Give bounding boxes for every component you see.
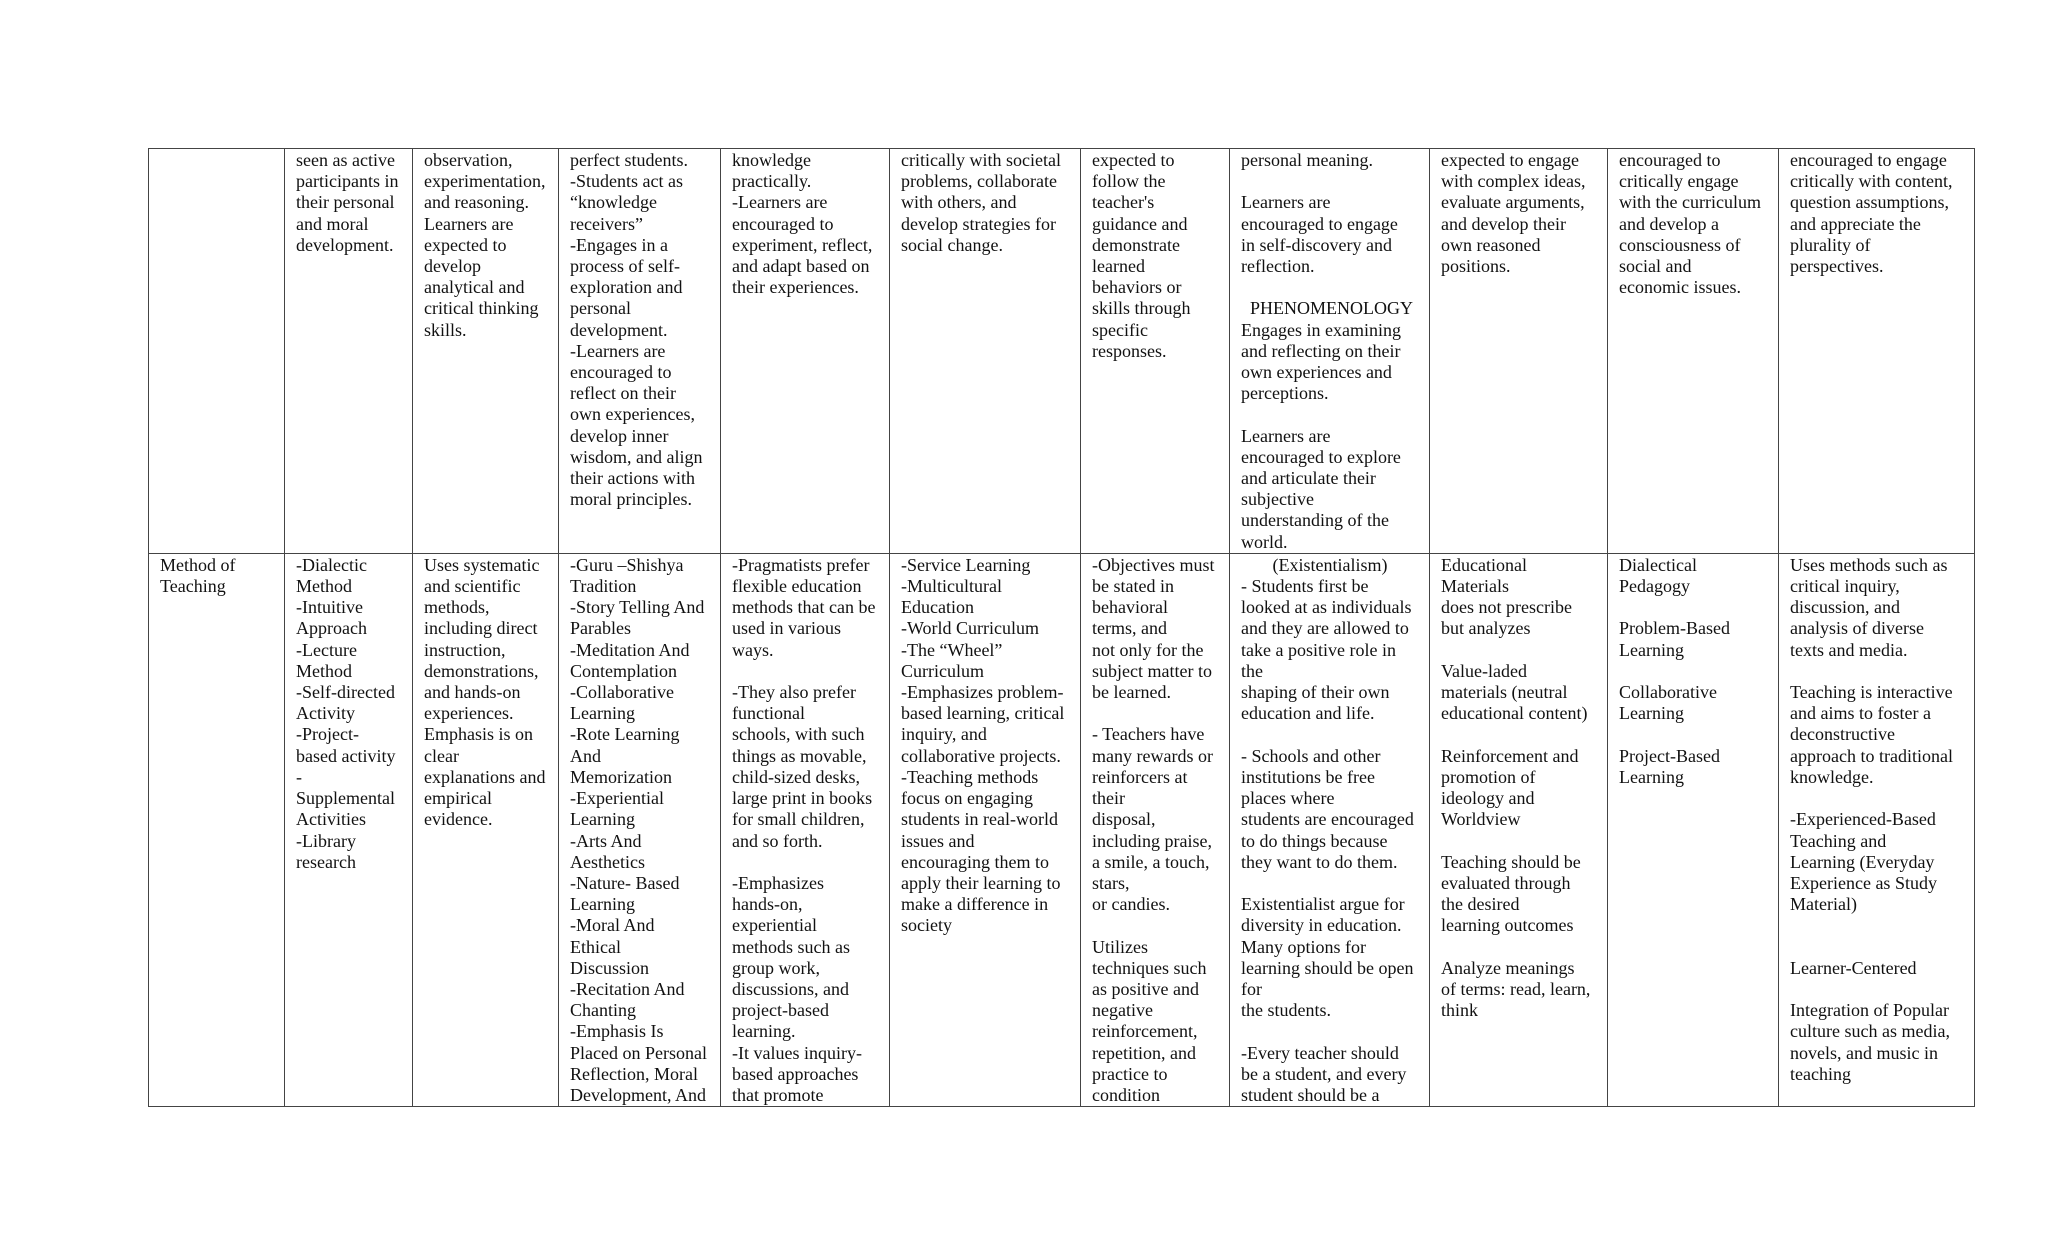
table-cell: encouraged to engage critically with content, question assumptions, and appreciate the plurality of perspectives. <box>1779 149 1975 554</box>
table-cell: observation, experimentation, and reasoning. Learners are expected to develop analytical and critical thinking skills. <box>413 149 559 554</box>
table-cell: -Guru –Shishya Tradition -Story Telling And Parables -Meditation And Contemplation -Collaborative Learning -Rote Learning And Memorization -Experiential Learning -Arts And Aesthetics -Nature- Based Learning -Moral And Ethical Discussion -Recitation And Chanting -Emphasis Is Placed on Personal Reflection, Moral Development, And <box>559 553 721 1106</box>
table-cell: Uses systematic and scientific methods, including direct instruction, demonstrations, and hands-on experiences. Emphasis is on clear explanations and empirical evidence. <box>413 553 559 1106</box>
table-cell: -Objectives must be stated in behavioral terms, and not only for the subject matter to be learned. - Teachers have many rewards or reinforcers at their disposal, including praise, a smile, a touch, stars, or candies. Utilizes techniques such as positive and negative reinforcement, repetition, and practice to condition <box>1081 553 1230 1106</box>
table-cell: perfect students. -Students act as “knowledge receivers” -Engages in a process of self- exploration and personal development. -Learners are encouraged to reflect on their own experiences, develop inner wisdom, and align their actions with moral principles. <box>559 149 721 554</box>
table-row <box>149 149 1975 554</box>
table-cell: knowledge practically. -Learners are encouraged to experiment, reflect, and adapt based on their experiences. <box>721 149 890 554</box>
table-cell: Educational Materials does not prescribe but analyzes Value-laded materials (neutral educational content) Reinforcement and promotion of ideology and Worldview Teaching should be evaluated through the desired learning outcomes Analyze meanings of terms: read, learn, think <box>1430 553 1608 1106</box>
table-cell: -Pragmatists prefer flexible education methods that can be used in various ways. -They also prefer functional schools, with such things as movable, child-sized desks, large print in books for small children, and so forth. -Emphasizes hands-on, experiential methods such as group work, discussions, and project-based learning. -It values inquiry- based approaches that promote <box>721 553 890 1106</box>
table-cell: -Dialectic Method -Intuitive Approach -Lecture Method -Self-directed Activity -Project- based activity - Supplemental Activities -Library research <box>285 553 413 1106</box>
table-cell: personal meaning. Learners are encouraged to engage in self-discovery and reflection. PHENOMENOLOGY Engages in examining and reflecting on their own experiences and perceptions. Learners are encouraged to explore and articulate their subjective understanding of the world. <box>1230 149 1430 554</box>
table-cell: seen as active participants in their personal and moral development. <box>285 149 413 554</box>
table-cell: Dialectical Pedagogy Problem-Based Learning Collaborative Learning Project-Based Learning <box>1608 553 1779 1106</box>
philosophy-comparison-table <box>148 148 1975 1107</box>
table-cell: -Service Learning -Multicultural Education -World Curriculum -The “Wheel” Curriculum -Emphasizes problem- based learning, critical inquiry, and collaborative projects. -Teaching methods focus on engaging students in real-world issues and encouraging them to apply their learning to make a difference in society <box>890 553 1081 1106</box>
table-cell: Uses methods such as critical inquiry, discussion, and analysis of diverse texts and media. Teaching is interactive and aims to foster a deconstructive approach to traditional knowledge. -Experienced-Based Teaching and Learning (Everyday Experience as Study Material) Learner-Centered Integration of Popular culture such as media, novels, and music in teaching <box>1779 553 1975 1106</box>
table-cell: critically with societal problems, collaborate with others, and develop strategies for social change. <box>890 149 1081 554</box>
table-cell: (Existentialism) - Students first be looked at as individuals and they are allowed to take a positive role in the shaping of their own education and life. - Schools and other institutions be free places where students are encouraged to do things because they want to do them. Existentialist argue for diversity in education. Many options for learning should be open for the students. -Every teacher should be a student, and every student should be a <box>1230 553 1430 1106</box>
row-label-cell: Method of Teaching <box>149 553 285 1106</box>
table-cell: encouraged to critically engage with the curriculum and develop a consciousness of social and economic issues. <box>1608 149 1779 554</box>
table-row <box>149 553 1975 1106</box>
table-cell: expected to engage with complex ideas, evaluate arguments, and develop their own reasoned positions. <box>1430 149 1608 554</box>
row-label-cell <box>149 149 285 554</box>
table-cell: expected to follow the teacher's guidance and demonstrate learned behaviors or skills through specific responses. <box>1081 149 1230 554</box>
